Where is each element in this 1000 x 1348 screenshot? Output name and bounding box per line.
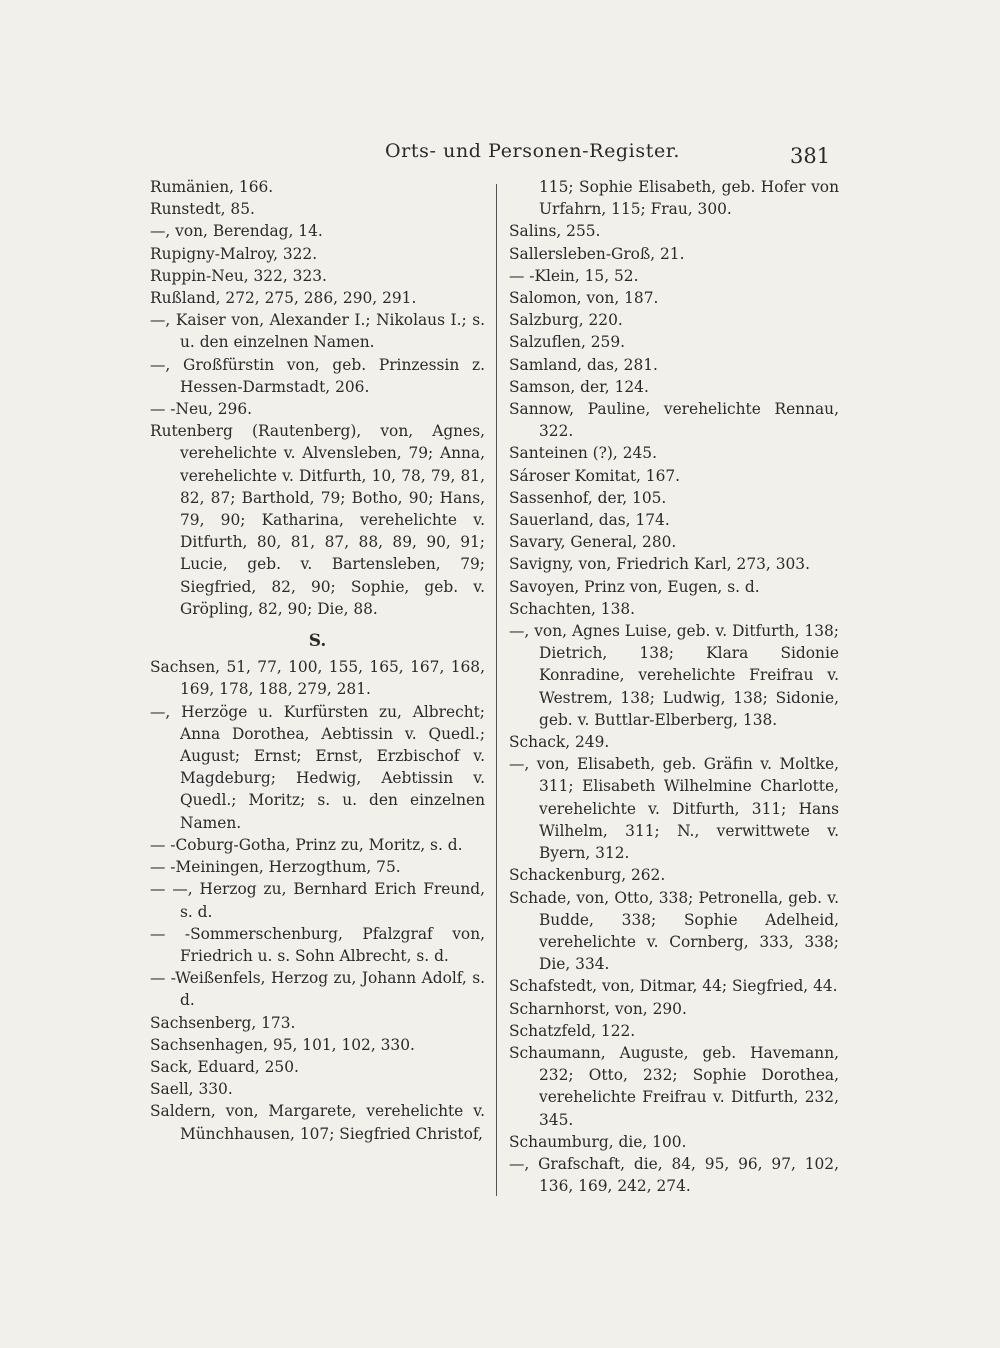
index-entry: Schade, von, Otto, 338; Petronella, geb. v. Budde, 338; Sophie Adelheid, verehelichte v. Cornberg, 333, 338; Die, 334. xyxy=(509,888,839,974)
index-entry: Sároser Komitat, 167. xyxy=(509,466,681,485)
section-letter-heading: S. xyxy=(308,631,327,652)
index-entry: — -Neu, 296. xyxy=(150,400,253,419)
index-entry: Schaumburg, die, 100. xyxy=(509,1132,687,1151)
index-entry: Savoyen, Prinz von, Eugen, s. d. xyxy=(509,577,760,596)
index-entry: Schatzfeld, 122. xyxy=(509,1021,636,1040)
index-entry: Sack, Eduard, 250. xyxy=(150,1057,299,1076)
index-entry: —, Kaiser von, Alexander I.; Nikolaus I.; s. u. den einzelnen Namen. xyxy=(150,311,485,352)
index-entry: Salzuflen, 259. xyxy=(509,333,626,352)
index-entry-continued: 115; Sophie Elisabeth, geb. Hofer von Urfahrn, 115; Frau, 300. xyxy=(539,178,839,219)
index-entry: Schackenburg, 262. xyxy=(509,866,666,885)
index-entry: — -Coburg-Gotha, Prinz zu, Moritz, s. d. xyxy=(150,835,463,854)
page-number: 381 xyxy=(790,144,831,168)
index-entry: Schaumann, Auguste, geb. Havemann, 232; Otto, 232; Sophie Dorothea, verehelichte Freifrau v. Ditfurth, 232, 345. xyxy=(509,1043,839,1129)
index-entry: — —, Herzog zu, Bernhard Erich Freund, s. d. xyxy=(150,880,485,921)
index-entry: —, Herzöge u. Kurfürsten zu, Albrecht; Anna Dorothea, Aebtissin v. Quedl.; August; Ernst; Ernst, Erzbischof v. Magdeburg; Hedwig, Aebtissin v. Quedl.; Moritz; s. u. den einzelnen Namen. xyxy=(150,702,485,832)
index-entry: Sachsen, 51, 77, 100, 155, 165, 167, 168, 169, 178, 188, 279, 281. xyxy=(150,658,485,699)
page-header xyxy=(0,140,1000,170)
index-entry: Salomon, von, 187. xyxy=(509,289,659,308)
index-entry: Santeinen (?), 245. xyxy=(509,444,657,463)
index-entry: — -Meiningen, Herzogthum, 75. xyxy=(150,858,401,877)
index-entry: Scharnhorst, von, 290. xyxy=(509,999,687,1018)
index-entry: Schachten, 138. xyxy=(509,599,636,618)
right-column xyxy=(509,176,839,1197)
index-entry: Savary, General, 280. xyxy=(509,533,677,552)
index-entry: Ruppin-Neu, 322, 323. xyxy=(150,266,327,285)
index-entry: Rupigny-Malroy, 322. xyxy=(150,244,318,263)
index-entry: Sannow, Pauline, verehelichte Rennau, 322. xyxy=(509,400,839,441)
index-entry: —, Großfürstin von, geb. Prinzessin z. Hessen-Darmstadt, 206. xyxy=(150,355,485,396)
index-entry: Runstedt, 85. xyxy=(150,200,255,219)
left-column xyxy=(150,176,485,1145)
index-entry: Salins, 255. xyxy=(509,222,601,241)
index-entry: Schafstedt, von, Ditmar, 44; Siegfried, 44. xyxy=(509,977,838,996)
index-entry: Samson, der, 124. xyxy=(509,377,649,396)
index-entry: — -Sommerschenburg, Pfalzgraf von, Friedrich u. s. Sohn Albrecht, s. d. xyxy=(150,924,485,965)
index-entry: Salzburg, 220. xyxy=(509,311,623,330)
index-entry: — -Weißenfels, Herzog zu, Johann Adolf, s. d. xyxy=(150,969,485,1010)
index-entry: Sauerland, das, 174. xyxy=(509,511,670,530)
index-entry: Savigny, von, Friedrich Karl, 273, 303. xyxy=(509,555,810,574)
index-entry: Sallersleben-Groß, 21. xyxy=(509,244,685,263)
index-entry: Rumänien, 166. xyxy=(150,178,274,196)
index-entry: Sachsenberg, 173. xyxy=(150,1013,296,1032)
index-entry: Sassenhof, der, 105. xyxy=(509,488,667,507)
index-entry: Saldern, von, Margarete, verehelichte v. Münchhausen, 107; Siegfried Christof, xyxy=(150,1102,485,1143)
index-entry: Rutenberg (Rautenberg), von, Agnes, verehelichte v. Alvensleben, 79; Anna, verehelichte v. Ditfurth, 10, 78, 79, 81, 82, 87; Barthold, 79; Botho, 90; Hans, 79, 90; Katharina, verehelichte v. Ditfurth, 80, 81, 87, 88, 89, 90, 91; Lucie, geb. v. Bartensleben, 79; Siegfried, 82, 90; Sophie, geb. v. Gröpling, 82, 90; Die, 88. xyxy=(150,422,485,618)
column-divider xyxy=(496,184,497,1196)
index-entry: —, von, Agnes Luise, geb. v. Ditfurth, 138; Dietrich, 138; Klara Sidonie Konradine, verehelichte Freifrau v. Westrem, 138; Ludwig, 138; Sidonie, geb. v. Buttlar-Elberberg, 138. xyxy=(509,622,839,729)
index-entry: Schack, 249. xyxy=(509,733,610,752)
index-entry: Samland, das, 281. xyxy=(509,355,658,374)
running-title: Orts- und Personen-Register. xyxy=(385,140,681,162)
index-entry: —, Grafschaft, die, 84, 95, 96, 97, 102, 136, 169, 242, 274. xyxy=(509,1154,839,1196)
index-entry: —, von, Berendag, 14. xyxy=(150,222,323,241)
index-entry: — -Klein, 15, 52. xyxy=(509,266,639,285)
index-entry: Saell, 330. xyxy=(150,1080,233,1099)
index-entry: Rußland, 272, 275, 286, 290, 291. xyxy=(150,289,417,308)
index-entry: —, von, Elisabeth, geb. Gräfin v. Moltke, 311; Elisabeth Wilhelmine Charlotte, verehelichte v. Ditfurth, 311; Hans Wilhelm, 311; N., verwittwete v. Byern, 312. xyxy=(509,755,839,863)
index-entry: Sachsenhagen, 95, 101, 102, 330. xyxy=(150,1035,415,1054)
